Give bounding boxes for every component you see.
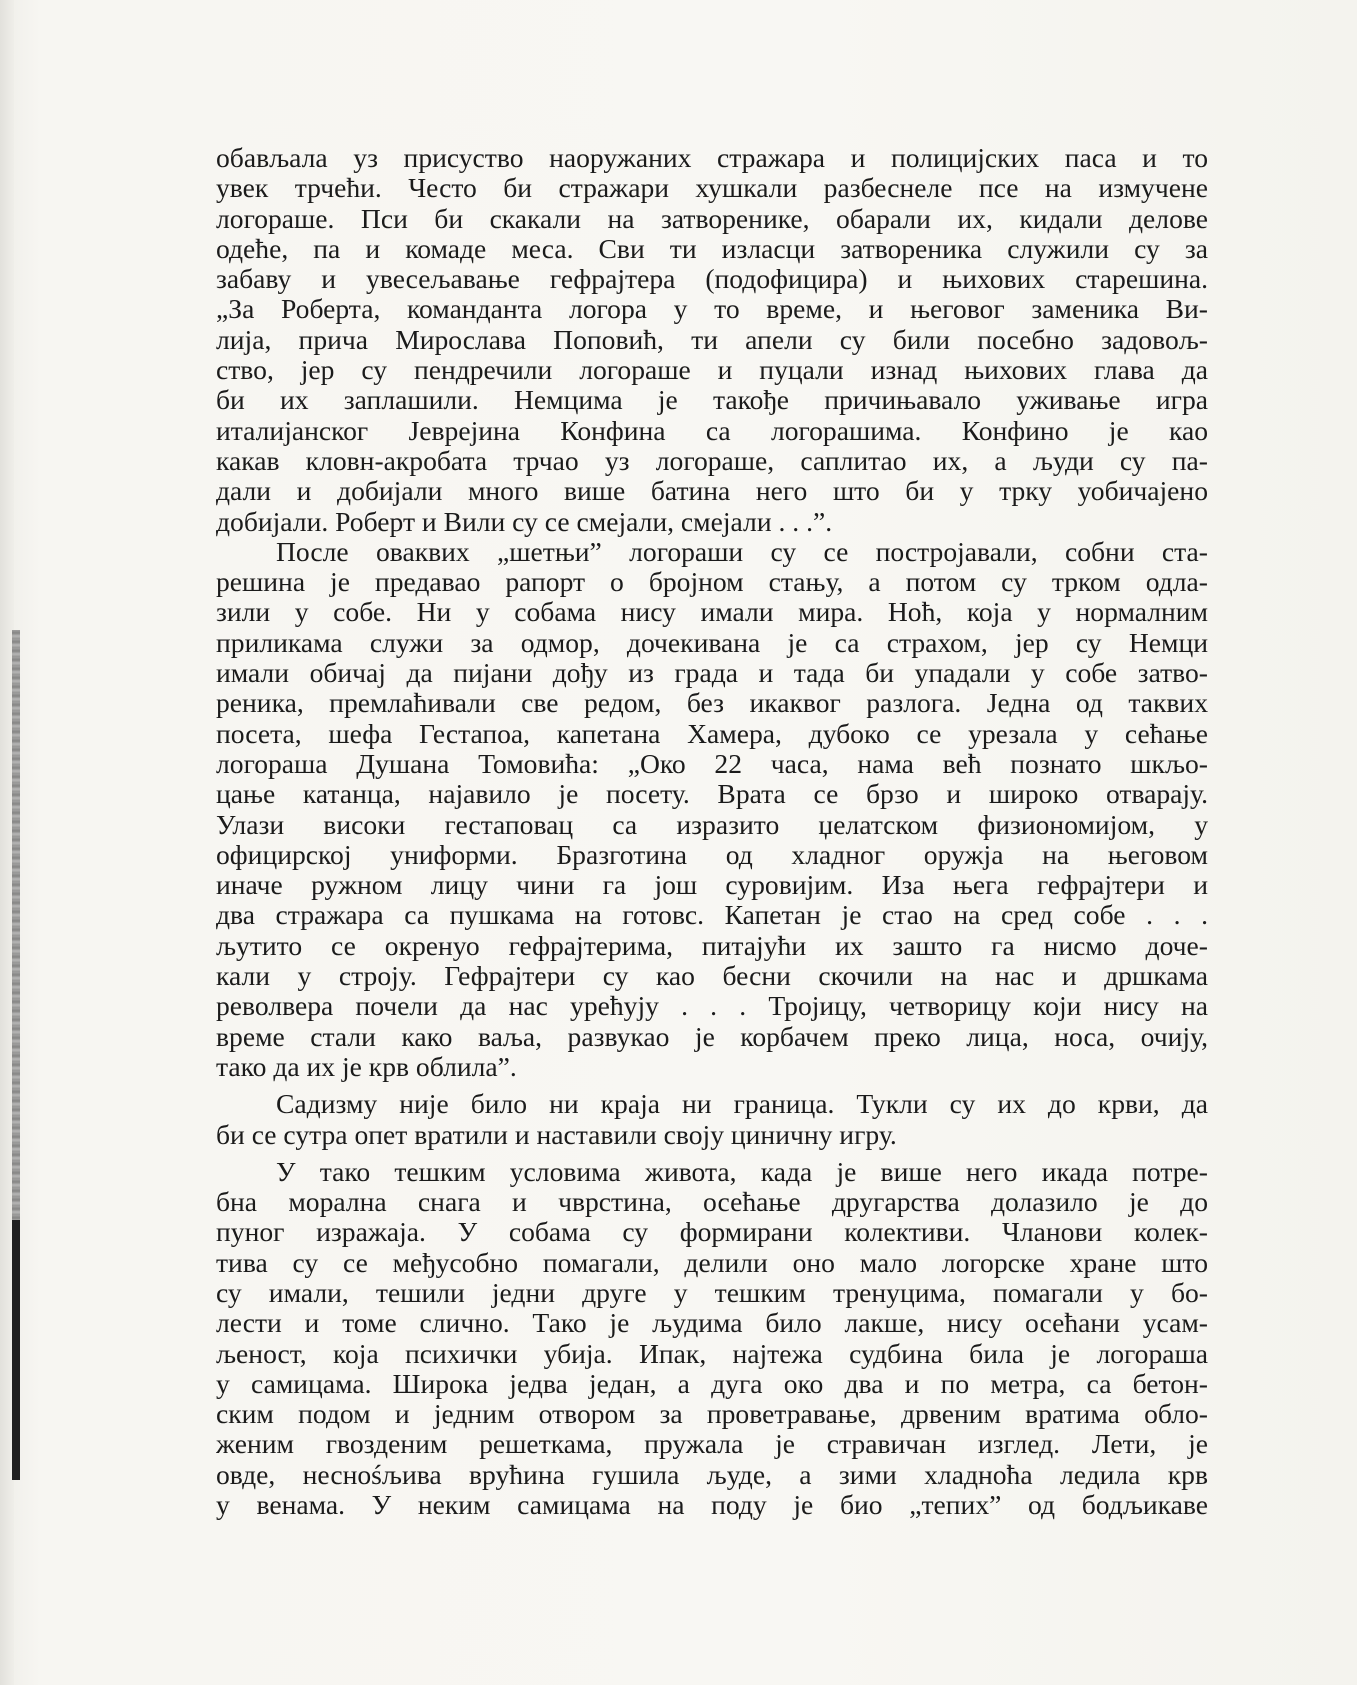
text-line: официрској униформи. Бразготина од хладног оружја на његовом: [216, 839, 1208, 870]
text-line: иначе ружном лицу чини га још суровијим. Иза њега гефрајтери и: [216, 870, 1208, 901]
text-line: Улази високи гестаповац са изразито џелатском физиономијом, у: [216, 809, 1208, 840]
text-line: У тако тешким условима живота, када је више него икада потре-: [276, 1156, 1208, 1187]
text-line: би их заплашили. Немцима је такође причињавало уживање игра: [216, 385, 1208, 416]
text-line: „За Роберта, команданта логора у то време, и његовог заменика Ви-: [216, 294, 1208, 325]
text-line: приликама служи за одмор, дочекивана је са страхом, јер су Немци: [216, 627, 1208, 658]
paragraph: [216, 1089, 1208, 1150]
text-line: имали обичај да пијани дођу из града и тада би упадали у собе затво-: [216, 658, 1208, 689]
paragraph: [216, 537, 1208, 1082]
text-line: љутито се окренуо гефрајтерима, питајући их зашто га нисмо доче-: [216, 930, 1208, 961]
text-line: женим гвозденим решеткама, пружала је стравичан изглед. Лети, је: [216, 1429, 1208, 1460]
text-line: љеност, која психички убија. Ипак, најтежа судбина била је логораша: [216, 1338, 1208, 1369]
text-line: После оваквих „шетњи” логораши су се постројавали, собни ста-: [276, 536, 1208, 567]
text-line: забаву и увесељавање гефрајтера (подофицира) и њихових старешина.: [216, 264, 1208, 295]
paragraph: [216, 143, 1208, 537]
text-line: кали у строју. Гефрајтери су као бесни скочили на нас и дршкама: [216, 961, 1208, 992]
paragraph-gap: [216, 1150, 1208, 1157]
body-text: [216, 143, 1208, 1520]
text-line: Садизму није било ни краја ни граница. Тукли су их до крви, да: [276, 1089, 1208, 1120]
text-line: су имали, тешили једни друге у тешким тренуцима, помагали у бо-: [216, 1277, 1208, 1308]
text-line: лија, прича Мирослава Поповић, ти апели су били посебно задовољ-: [216, 324, 1208, 355]
text-line: какав кловн-акробата трчао уз логораше, саплитао их, а људи су па-: [216, 445, 1208, 476]
text-line: реника, премлаћивали све редом, без икаквог разлога. Једна од таквих: [216, 688, 1208, 719]
paragraph: [216, 1157, 1208, 1521]
text-line: пуног изражаја. У собама су формирани колективи. Чланови колек-: [216, 1217, 1208, 1248]
text-line: зили у собе. Ни у собама нису имали мира. Ноћ, која у нормалним: [216, 597, 1208, 628]
text-line: тако да их је крв облила”.: [216, 1051, 517, 1082]
text-line: у венама. У неким самицама на поду је био „тепих” од бодљикаве: [216, 1490, 1208, 1521]
text-line: одеће, па и комаде меса. Сви ти изласци затвореника служили су за: [216, 233, 1208, 264]
text-line: бна морална снага и чврстина, осећање другарства долазило је до: [216, 1187, 1208, 1218]
text-line: у самицама. Широка једва један, а дуга око два и по метра, са бетон-: [216, 1368, 1208, 1399]
text-line: би се сутра опет вратили и наставили своју циничну игру.: [216, 1119, 897, 1150]
text-line: посета, шефа Гестапоа, капетана Хамера, дубоко се урезала у сећање: [216, 718, 1208, 749]
text-line: логораша Душана Томовића: „Око 22 часа, нама већ познато шкљо-: [216, 748, 1208, 779]
text-line: тива су се међусобно помагали, делили оно мало логорске хране што: [216, 1247, 1208, 1278]
text-line: решина је предавао рапорт о бројном стању, а потом су трком одла-: [216, 567, 1208, 598]
text-line: логораше. Пси би скакали на затворенике, обарали их, кидали делове: [216, 203, 1208, 234]
text-line: два стражара са пушкама на готовс. Капетан је стао на сред собе . . .: [216, 900, 1208, 931]
text-line: италијанског Јеврејина Конфина са логорашима. Конфино је као: [216, 415, 1208, 446]
paragraph-gap: [216, 1082, 1208, 1089]
text-line: револвера почели да нас урећују . . . Тројицу, четворицу који нису на: [216, 991, 1208, 1022]
text-line: ство, јер су пендречили логораше и пуцали изнад њихових глава да: [216, 355, 1208, 386]
text-line: обављала уз присуство наоружаних стражара и полицијских паса и то: [216, 143, 1208, 173]
text-line: ским подом и једним отвором за проветравање, дрвеним вратима обло-: [216, 1399, 1208, 1430]
text-line: лести и томе слично. Тако је људима било лакше, нису осећани усам-: [216, 1308, 1208, 1339]
scan-edge-dark-strip: [12, 1220, 20, 1480]
text-line: дали и добијали много више батина него што би у трку уобичајено: [216, 476, 1208, 507]
text-line: добијали. Роберт и Вили су се смејали, смејали . . .”.: [216, 506, 833, 537]
text-line: увек трчећи. Често би стражари хушкали разбесне​ле псе на измучене: [216, 173, 1208, 204]
text-line: време стали како ваља, развукао је корбачем преко лица, носа, очију,: [216, 1021, 1208, 1052]
text-line: цање катанца, најавило је посету. Врата се брзо и широко отварају.: [216, 779, 1208, 810]
text-line: овде, неснośљива врућина гушила људе, а зими хладноћа ледила крв: [216, 1459, 1208, 1490]
